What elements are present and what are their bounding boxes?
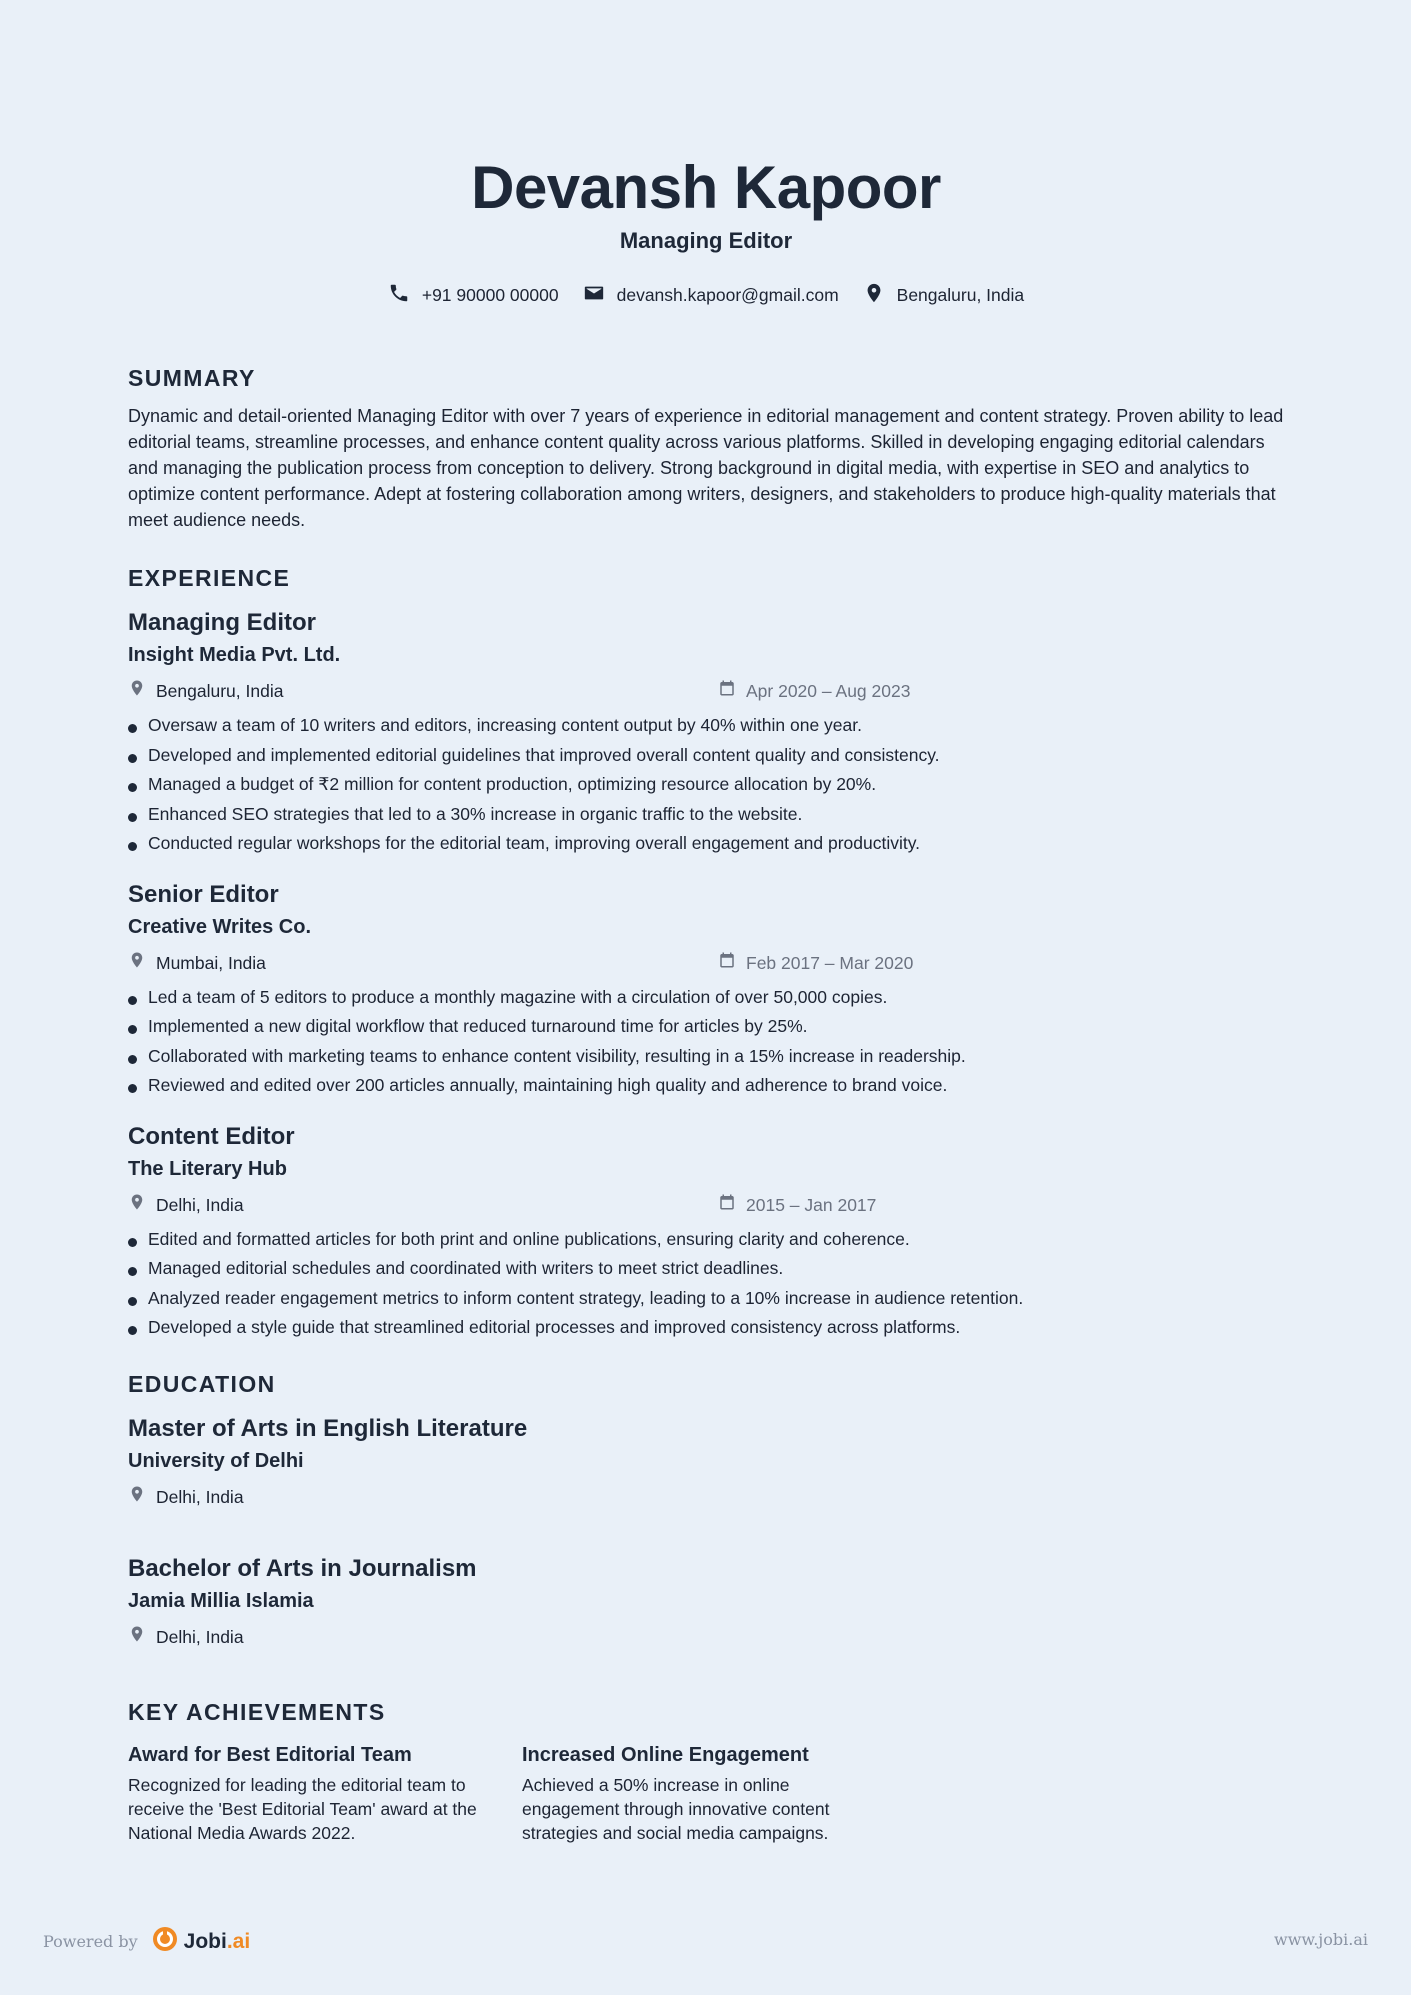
jobi-logo-icon xyxy=(152,1926,178,1957)
footer-website-link[interactable]: www.jobi.ai xyxy=(1274,1930,1368,1949)
location-pin-icon xyxy=(128,679,146,703)
jobi-logo-text xyxy=(184,1930,251,1954)
list-item: Developed a style guide that streamlined editorial processes and improved consistency across platforms. xyxy=(128,1313,1284,1343)
job-location xyxy=(128,1193,718,1217)
achievement-item xyxy=(128,1741,492,1845)
achievement-item xyxy=(522,1741,886,1845)
calendar-icon xyxy=(718,679,736,703)
candidate-title: Managing Editor xyxy=(619,228,793,253)
section-heading-education: EDUCATION xyxy=(128,1370,276,1397)
powered-by-text: Powered by xyxy=(43,1932,138,1951)
school-name: University of Delhi xyxy=(128,1449,304,1472)
education-meta xyxy=(128,1625,1284,1649)
job-location xyxy=(128,679,718,703)
job-company: Creative Writes Co. xyxy=(128,915,312,938)
job-entry xyxy=(128,607,1284,859)
section-heading-achievements: KEY ACHIEVEMENTS xyxy=(128,1698,386,1725)
list-item: Led a team of 5 editors to produce a monthly magazine with a circulation of over 50,000 copies. xyxy=(128,983,1284,1013)
job-entry xyxy=(128,1121,1284,1343)
experience-section xyxy=(128,563,1284,1343)
job-company: Insight Media Pvt. Ltd. xyxy=(128,644,341,666)
job-dates xyxy=(718,951,913,975)
list-item: Conducted regular workshops for the editorial team, improving overall engagement and productivity. xyxy=(128,829,1284,859)
education-meta xyxy=(128,1485,1284,1509)
job-title: Content Editor xyxy=(128,1122,295,1150)
calendar-icon xyxy=(718,1193,736,1217)
summary-text: Dynamic and detail-oriented Managing Editor with over 7 years of experience in editorial management and content strategy. Proven ability to lead editorial teams, streamline processes, and enhance content quality across various platforms. Skilled in developing engaging editorial calendars and managing the publication process from conception to delivery. Strong background in digital media, with expertise in SEO and analytics to optimize content performance. Adept at fostering collaboration among writers, designers, and stakeholders to produce high-quality materials that meet audience needs. xyxy=(128,406,1284,530)
location-pin-icon xyxy=(128,1485,146,1509)
list-item: Analyzed reader engagement metrics to inform content strategy, leading to a 10% increase in audience retention. xyxy=(128,1284,1284,1314)
job-bullets xyxy=(128,711,1284,859)
job-entry xyxy=(128,879,1284,1101)
education-location xyxy=(128,1625,244,1649)
list-item: Edited and formatted articles for both print and online publications, ensuring clarity and coherence. xyxy=(128,1225,1284,1255)
education-entry xyxy=(128,1413,1284,1509)
location-pin-icon xyxy=(128,1193,146,1217)
education-location-text: Delhi, India xyxy=(156,1626,244,1647)
location-pin-icon xyxy=(863,282,885,309)
achievement-desc: Recognized for leading the editorial team to receive the 'Best Editorial Team' award at the National Media Awards 2022. xyxy=(128,1774,477,1843)
jobi-logo[interactable] xyxy=(152,1926,251,1957)
email-icon xyxy=(583,282,605,309)
contact-location xyxy=(863,282,1024,309)
section-heading-experience: EXPERIENCE xyxy=(128,565,291,591)
calendar-icon xyxy=(718,951,736,975)
phone-text: +91 90000 00000 xyxy=(421,285,559,305)
job-location xyxy=(128,951,718,975)
job-title: Managing Editor xyxy=(128,609,316,636)
logo-main: Jobi xyxy=(183,1929,227,1953)
education-location xyxy=(128,1485,244,1509)
degree-title: Bachelor of Arts in Journalism xyxy=(128,1554,477,1582)
resume-page xyxy=(128,0,1284,1845)
job-bullets xyxy=(128,983,1284,1101)
summary-section xyxy=(128,363,1284,533)
education-entry xyxy=(128,1553,1284,1649)
achievement-title: Award for Best Editorial Team xyxy=(128,1743,412,1766)
location-pin-icon xyxy=(128,951,146,975)
job-bullets xyxy=(128,1225,1284,1343)
section-heading-summary: SUMMARY xyxy=(128,365,256,391)
achievements-section xyxy=(128,1697,1284,1845)
list-item: Collaborated with marketing teams to enhance content visibility, resulting in a 15% increase in readership. xyxy=(128,1042,1284,1072)
job-title: Senior Editor xyxy=(128,880,279,908)
job-dates-text: 2015 – Jan 2017 xyxy=(746,1194,877,1215)
job-dates xyxy=(718,679,910,703)
contact-email[interactable] xyxy=(583,282,839,309)
email-text: devansh.kapoor@gmail.com xyxy=(616,285,839,305)
candidate-name: Devansh Kapoor xyxy=(471,154,941,221)
list-item: Oversaw a team of 10 writers and editors, increasing content output by 40% within one year. xyxy=(128,711,1284,741)
job-meta xyxy=(128,951,1284,975)
achievements-grid xyxy=(128,1741,1284,1845)
job-location-text: Mumbai, India xyxy=(156,952,266,973)
job-location-text: Bengaluru, India xyxy=(156,681,284,701)
school-name: Jamia Millia Islamia xyxy=(128,1589,314,1612)
list-item: Reviewed and edited over 200 articles annually, maintaining high quality and adherence to brand voice. xyxy=(128,1071,1284,1101)
job-dates-text: Apr 2020 – Aug 2023 xyxy=(746,681,911,701)
phone-icon xyxy=(388,282,410,309)
job-dates xyxy=(718,1193,876,1217)
education-location-text: Delhi, India xyxy=(156,1486,244,1507)
list-item: Managed editorial schedules and coordinated with writers to meet strict deadlines. xyxy=(128,1254,1284,1284)
location-text: Bengaluru, India xyxy=(896,285,1025,305)
contact-phone[interactable] xyxy=(388,282,559,309)
contact-row xyxy=(128,282,1284,309)
resume-header xyxy=(128,0,1284,309)
job-meta xyxy=(128,679,1284,703)
job-dates-text: Feb 2017 – Mar 2020 xyxy=(746,952,914,973)
job-meta xyxy=(128,1193,1284,1217)
job-location-text: Delhi, India xyxy=(156,1194,244,1215)
footer-powered-by[interactable] xyxy=(43,1926,250,1957)
achievement-desc: Achieved a 50% increase in online engagement through innovative content strategies and social media campaigns. xyxy=(522,1774,830,1843)
degree-title: Master of Arts in English Literature xyxy=(128,1414,528,1442)
list-item: Managed a budget of ₹2 million for content production, optimizing resource allocation by 20%. xyxy=(128,770,1284,800)
education-section xyxy=(128,1369,1284,1649)
list-item: Enhanced SEO strategies that led to a 30% increase in organic traffic to the website. xyxy=(128,800,1284,830)
list-item: Developed and implemented editorial guidelines that improved overall content quality and consistency. xyxy=(128,741,1284,771)
achievement-title: Increased Online Engagement xyxy=(522,1743,809,1766)
logo-suffix: .ai xyxy=(226,1929,251,1953)
job-company: The Literary Hub xyxy=(128,1157,287,1180)
list-item: Implemented a new digital workflow that reduced turnaround time for articles by 25%. xyxy=(128,1012,1284,1042)
location-pin-icon xyxy=(128,1625,146,1649)
